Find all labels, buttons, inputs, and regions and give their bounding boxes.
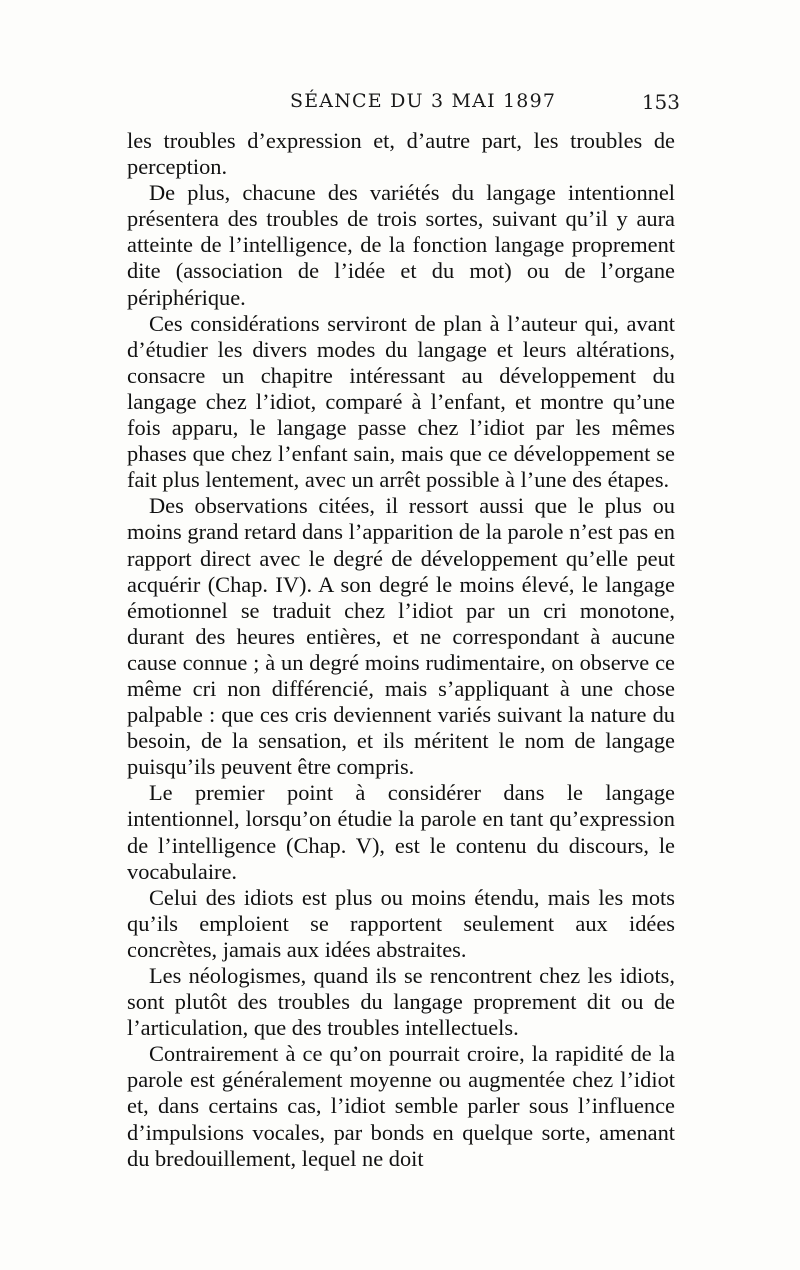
paragraph: Le premier point à considérer dans le langage intentionnel, lorsqu’on étudie la parole en tant qu’expression de l’intelligence (Chap. V), est le contenu du discours, le vocabulaire. [127, 780, 675, 884]
paragraph: Celui des idiots est plus ou moins étendu, mais les mots qu’ils emploient se rapportent seulement aux idées concrètes, jamais aux idées abstraites. [127, 884, 675, 962]
body-text [127, 128, 675, 1172]
paragraph: De plus, chacune des variétés du langage intentionnel présentera des troubles de trois sortes, suivant qu’il y aura atteinte de l’intelligence, de la fonction langage proprement dite (association de l’idée et du mot) ou de l’organe périphérique. [127, 180, 675, 310]
page-header [120, 90, 680, 120]
paragraph: Les néologismes, quand ils se rencontrent chez les idiots, sont plutôt des troubles du langage proprement dit ou de l’articulation, que des troubles intellectuels. [127, 963, 675, 1041]
paragraph: Contrairement à ce qu’on pourrait croire, la rapidité de la parole est généralement moyenne ou augmentée chez l’idiot et, dans certains cas, l’idiot semble parler sous l’influence d’impulsions vocales, par bonds en quelque sorte, amenant du bredouillement, lequel ne doit [127, 1041, 675, 1171]
page-number: 153 [641, 90, 680, 114]
paragraph: Ces considérations serviront de plan à l’auteur qui, avant d’étudier les divers modes du langage et leurs altérations, consacre un chapitre intéressant au développement du langage chez l’idiot, comparé à l’enfant, et montre qu’une fois apparu, le langage passe chez l’idiot par les mêmes phases que chez l’enfant sain, mais que ce développement se fait plus lentement, avec un arrêt possible à l’une des étapes. [127, 310, 675, 493]
paragraph: les troubles d’expression et, d’autre part, les troubles de perception. [127, 128, 675, 180]
running-title: SÉANCE DU 3 MAI 1897 [290, 90, 557, 112]
paragraph: Des observations citées, il ressort aussi que le plus ou moins grand retard dans l’apparition de la parole n’est pas en rapport direct avec le degré de développement qu’elle peut acquérir (Chap. IV). A son degré le moins élevé, le langage émotionnel se traduit chez l’idiot par un cri monotone, durant des heures entières, et ne correspondant à aucune cause connue ; à un degré moins rudimentaire, on observe ce même cri non différencié, mais s’appliquant à une chose palpable : que ces cris deviennent variés suivant la nature du besoin, de la sensation, et ils méritent le nom de langage puisqu’ils peuvent être compris. [127, 493, 675, 780]
